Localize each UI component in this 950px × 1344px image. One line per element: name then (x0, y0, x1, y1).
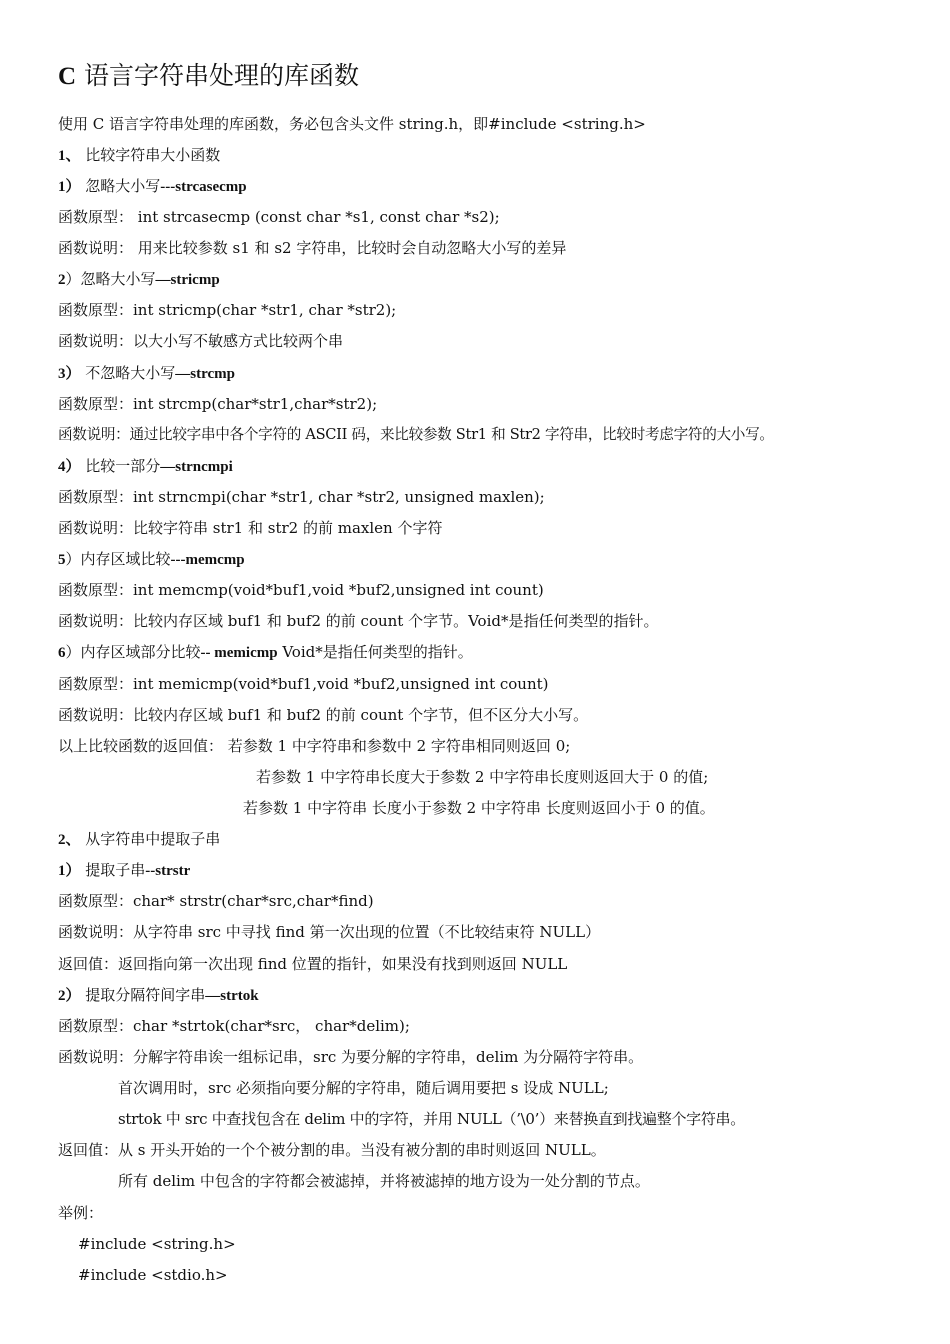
description-1-2: 函数说明：以大小写不敏感方式比较两个串 (58, 332, 344, 350)
code-line-include-stdio: #include <stdio.h> (78, 1266, 228, 1284)
title-prefix: C (58, 63, 77, 90)
prototype-1-3: 函数原型：int strcmp(char*str1,char*str2); (58, 395, 378, 413)
prototype-1-4: 函数原型：int strncmpi(char *str1, char *str2, unsigned maxlen); (58, 488, 545, 506)
function-name: ---memcmp (170, 552, 245, 568)
subsection-number: 6 (58, 645, 66, 661)
function-name: -- memicmp (200, 645, 278, 661)
function-name: —strncmpi (160, 459, 233, 475)
return-values-line-2: 若参数 1 中字符串长度大于参数 2 中字符串长度则返回大于 0 的值; (256, 768, 709, 786)
subsection-1-1 (58, 175, 247, 198)
subsection-label: 忽略大小写 (80, 177, 161, 195)
description-2-2-cont-1: 首次调用时，src 必须指向要分解的字符串，随后调用要把 s 设成 NULL; (118, 1079, 609, 1097)
subsection-number: 3） (58, 366, 81, 382)
intro-text: 使用 C 语言字符串处理的库函数，务必包含头文件 string.h，即#include <string.h> (58, 115, 646, 133)
section-title: 比较字符串大小函数 (80, 146, 221, 164)
description-1-5: 函数说明：比较内存区域 buf1 和 buf2 的前 count 个字节。Void*是指任何类型的指针。 (58, 612, 659, 630)
prototype-1-6: 函数原型：int memicmp(void*buf1,void *buf2,unsigned int count) (58, 675, 549, 693)
prototype-1-5: 函数原型：int memcmp(void*buf1,void *buf2,unsigned int count) (58, 581, 544, 599)
example-label: 举例： (58, 1204, 104, 1222)
subsection-1-3 (58, 362, 235, 385)
subsection-label: 不忽略大小写 (80, 364, 176, 382)
description-2-1: 函数说明：从字符串 src 中寻找 find 第一次出现的位置（不比较结束符 NULL） (58, 923, 601, 941)
function-name: --strstr (145, 863, 191, 879)
description-1-4: 函数说明：比较字符串 str1 和 str2 的前 maxlen 个字符 (58, 519, 443, 537)
title-text: 语言字符串处理的库函数 (76, 61, 360, 90)
prototype-2-1: 函数原型：char* strstr(char*src,char*find) (58, 892, 374, 910)
function-name: —strcmp (175, 366, 236, 382)
section-1-heading (58, 144, 220, 167)
prototype-2-2: 函数原型：char *strtok(char*src， char*delim); (58, 1017, 410, 1035)
page-title (58, 58, 359, 95)
code-line-include-string: #include <string.h> (78, 1235, 236, 1253)
subsection-label: 提取子串 (80, 861, 146, 879)
subsection-label: ）内存区域部分比较 (65, 643, 201, 661)
description-2-2-cont-2: strtok 中 src 中查找包含在 delim 中的字符，并用 NULL（’\0’）来替换直到找遍整个字符串。 (118, 1110, 745, 1128)
subsection-number: 4） (58, 459, 81, 475)
subsection-note: Void*是指任何类型的指针。 (277, 643, 473, 661)
section-number: 2、 (58, 832, 81, 848)
subsection-number: 1） (58, 179, 81, 195)
subsection-1-5 (58, 548, 245, 571)
description-1-1: 函数说明： 用来比较参数 s1 和 s2 字符串，比较时会自动忽略大小写的差异 (58, 239, 567, 257)
subsection-label: 提取分隔符间字串 (80, 986, 206, 1004)
section-2-heading (58, 828, 220, 851)
function-name: —strtok (205, 988, 259, 1004)
subsection-number: 2 (58, 272, 66, 288)
return-value-2-2: 返回值：从 s 开头开始的一个个被分割的串。当没有被分割的串时则返回 NULL。 (58, 1141, 606, 1159)
return-values-line-1: 以上比较函数的返回值： 若参数 1 中字符串和参数中 2 字符串相同则返回 0; (58, 737, 571, 755)
subsection-2-2 (58, 984, 259, 1007)
description-1-6: 函数说明：比较内存区域 buf1 和 buf2 的前 count 个字节，但不区分大小写。 (58, 706, 589, 724)
subsection-1-6 (58, 641, 473, 664)
subsection-label: ）忽略大小写 (65, 270, 156, 288)
subsection-number: 1） (58, 863, 81, 879)
subsection-number: 2） (58, 988, 81, 1004)
function-name: —stricmp (155, 272, 220, 288)
section-title: 从字符串中提取子串 (80, 830, 221, 848)
prototype-1-1: 函数原型： int strcasecmp (const char *s1, const char *s2); (58, 208, 500, 226)
return-value-2-1: 返回值：返回指向第一次出现 find 位置的指针，如果没有找到则返回 NULL (58, 955, 568, 973)
subsection-label: 比较一部分 (80, 457, 161, 475)
subsection-number: 5 (58, 552, 66, 568)
description-1-3: 函数说明：通过比较字串中各个字符的 ASCII 码，来比较参数 Str1 和 Str2 字符串，比较时考虑字符的大小写。 (58, 426, 774, 443)
return-values-line-3: 若参数 1 中字符串 长度小于参数 2 中字符串 长度则返回小于 0 的值。 (243, 799, 715, 817)
return-value-2-2-cont: 所有 delim 中包含的字符都会被滤掉，并将被滤掉的地方设为一处分割的节点。 (118, 1172, 650, 1190)
prototype-1-2: 函数原型：int stricmp(char *str1, char *str2); (58, 301, 397, 319)
subsection-1-2 (58, 268, 220, 291)
description-2-2: 函数说明：分解字符串诶一组标记串，src 为要分解的字符串，delim 为分隔符字符串。 (58, 1048, 644, 1066)
function-name: ---strcasecmp (160, 179, 247, 195)
section-number: 1、 (58, 148, 81, 164)
subsection-1-4 (58, 455, 233, 478)
subsection-label: ）内存区域比较 (65, 550, 171, 568)
subsection-2-1 (58, 859, 190, 882)
